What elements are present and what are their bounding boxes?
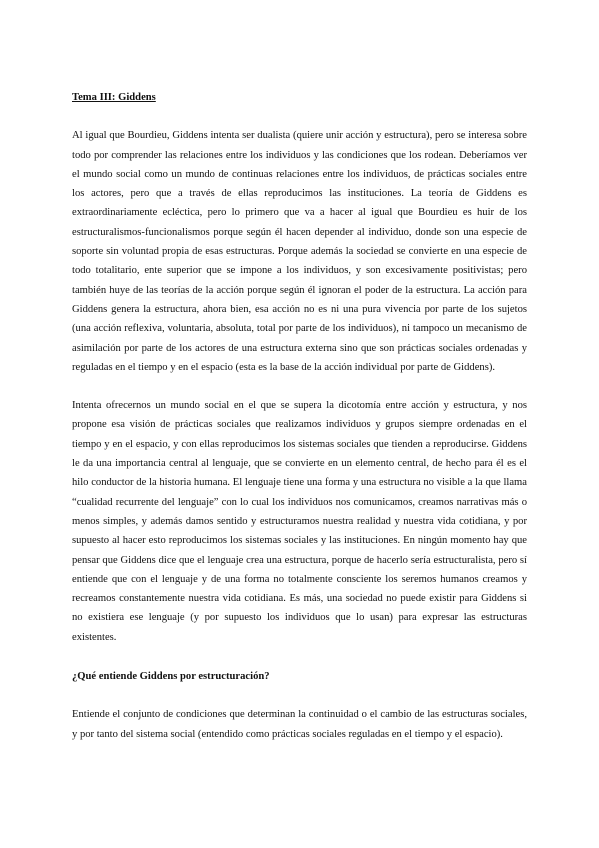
paragraph-language: Intenta ofrecernos un mundo social en el que se supera la dicotomía entre acción y estructura, y nos propone esa visión de prácticas sociales que realizamos individuos y grupos siempre ordenadas en el tiempo y en el espacio, y con ellas reproducimos los sistemas sociales que tienden a reproducirse. Giddens le da una importancia central al lenguaje, que se convierte en un elemento central, de hecho para él es el hilo conductor de la historia humana. El lenguaje tiene una forma y una estructura no visible a la que llama “cualidad recurrente del lenguaje” con lo cual los individuos nos comunicamos, creamos narrativas más o menos simples, y además damos sentido y estructuramos nuestra realidad y nuestra vida cotidiana, y por supuesto al hacer esto reproducimos los sistemas sociales y las instituciones. En ningún momento hay que pensar que Giddens dice que el lenguaje crea una estructura, porque de hacerlo sería estructuralista, pero sí entiende que con el lenguaje y de una forma no totalmente consciente los seremos humanos creamos y recreamos constantemente nuestra vida cotidiana. Es más, una sociedad no puede existir para Giddens si no existiera ese lenguaje (y por supuesto los individuos que lo usan) para expresar las estructuras existentes. — [72, 400, 527, 643]
spacer — [72, 107, 527, 126]
document-body — [72, 88, 527, 744]
document-title: Tema III: Giddens — [72, 92, 156, 103]
spacer — [72, 377, 527, 396]
paragraph-intro: Al igual que Bourdieu, Giddens intenta ser dualista (quiere unir acción y estructura), pero se interesa sobre todo por comprender las relaciones entre los individuos y las condiciones que los rodean. Deberíamos ver el mundo social como un mundo de continuas relaciones entre los individuos, de prácticas sociales entre los actores, pero que a través de ellas reproducimos las instituciones. La teoría de Giddens es extraordinariamente ecléctica, pero lo primero que va a hacer al igual que Bourdieu es huir de los estructuralismos-funcionalismos porque según él hacen depender al individuo, donde son una especie de soporte sin voluntad propia de esas estructuras. Porque además la sociedad se convierte en una especie de todo totalitario, ente superior que se impone a los individuos, y son excesivamente positivistas; pero también huye de las teorías de la acción porque según él ignoran el poder de la estructura. La acción para Giddens genera la estructura, ahora bien, esa acción no es ni una pura vivencia por parte de los sujetos (una acción reflexiva, voluntaria, absoluta, total por parte de los individuos), ni tampoco un mecanismo de asimilación por parte de los actores de una estructura externa sino que son prácticas sociales ordenadas y reguladas en el tiempo y en el espacio (esta es la base de la acción individual por parte de Giddens). — [72, 130, 527, 373]
paragraph-structuration: Entiende el conjunto de condiciones que determinan la continuidad o el cambio de las estructuras sociales, y por tanto del sistema social (entendido como prácticas sociales reguladas en el tiempo y el espacio). — [72, 709, 527, 740]
spacer — [72, 686, 527, 705]
spacer — [72, 647, 527, 667]
section-subheading: ¿Qué entiende Giddens por estructuración? — [72, 671, 270, 683]
